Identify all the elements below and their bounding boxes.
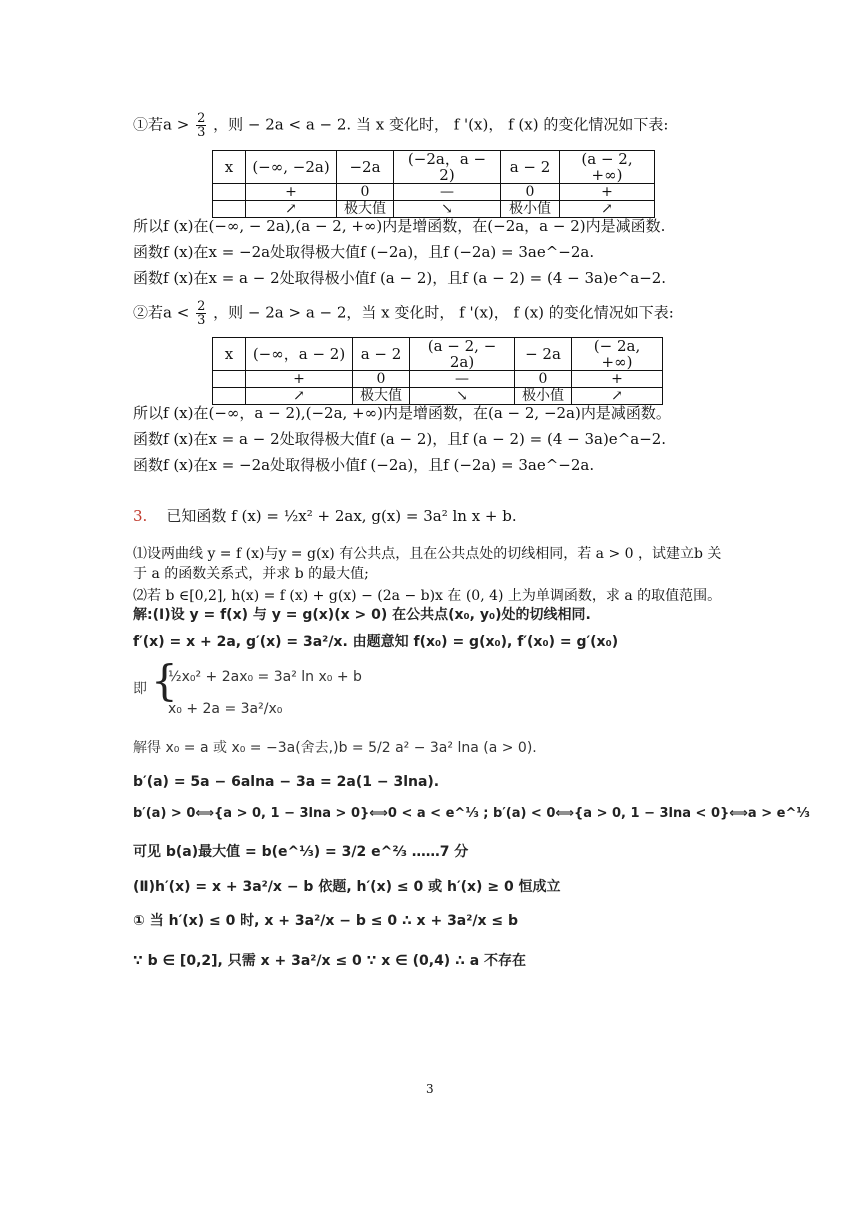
problem3-q1-line1: ⑴设两曲线 y = f (x)与y = g(x) 有公共点，且在公共点处的切线相同，若 a > 0 ，试建立b 关 bbox=[133, 546, 722, 562]
problem3-stem bbox=[133, 506, 517, 526]
table-row: x (−∞, −2a) −2a (−2a，a − 2) a − 2 (a − 2, +∞) bbox=[213, 151, 655, 184]
case2-line3: 函数f (x)在x = −2a处取得极小值f (−2a)，且f (−2a) = 3ae^−2a. bbox=[133, 456, 595, 474]
problem3-q1-line2: 于 a 的函数关系式，并求 b 的最大值; bbox=[133, 566, 369, 582]
solution-step-8: (Ⅱ)h′(x) = x + 3a²/x − b 依题, h′(x) ≤ 0 或 h′(x) ≥ 0 恒成立 bbox=[133, 879, 561, 895]
case1-intro-post: ，则 − 2a < a − 2. 当 x 变化时， f '(x)， f (x) 的变化情况如下表: bbox=[213, 115, 669, 134]
system-brace: { bbox=[151, 656, 178, 705]
problem-number: 3. bbox=[133, 507, 148, 525]
case1-intro-pre: ①若a > bbox=[133, 115, 190, 134]
case1-line3: 函数f (x)在x = a − 2处取得极小值f (a − 2)，且f (a − 2) = (4 − 3a)e^a−2. bbox=[133, 269, 667, 287]
solution-step-1: 解:(Ⅰ)设 y = f(x) 与 y = g(x)(x > 0) 在公共点(x₀, y₀)处的切线相同. bbox=[133, 607, 591, 623]
case2-line1: 所以f (x)在(−∞，a − 2),(−2a, +∞)内是增函数，在(a − 2, −2a)内是减函数。 bbox=[133, 404, 671, 422]
solution-step-9: ① 当 h′(x) ≤ 0 时, x + 3a²/x − b ≤ 0 ∴ x + 3a²/x ≤ b bbox=[133, 913, 519, 929]
case2-intro-pre: ②若a < bbox=[133, 303, 190, 322]
solution-step-7: 可见 b(a)最大值 = b(e^⅓) = 3/2 e^⅔ ……7 分 bbox=[133, 844, 469, 860]
solution-step-2: f′(x) = x + 2a, g′(x) = 3a²/x. 由题意知 f(x₀) = g(x₀), f′(x₀) = g′(x₀) bbox=[133, 634, 619, 650]
solution-step-5: b′(a) = 5a − 6alna − 3a = 2a(1 − 3lna). bbox=[133, 774, 440, 790]
problem-stem-text: 已知函数 f (x) = ½x² + 2ax, g(x) = 3a² ln x + b. bbox=[166, 507, 517, 525]
problem3-q2: ⑵若 b ∈[0,2], h(x) = f (x) + g(x) − (2a − b)x 在 (0, 4) 上为单调函数，求 a 的取值范围。 bbox=[133, 588, 722, 604]
solution-system-eq1: ½x₀² + 2ax₀ = 3a² ln x₀ + b bbox=[168, 669, 362, 685]
case1-line1: 所以f (x)在(−∞, − 2a),(a − 2, +∞)内是增函数，在(−2a，a − 2)内是减函数. bbox=[133, 217, 666, 235]
case2-fraction: $\frac{2}{3}$ bbox=[197, 299, 206, 328]
solution-step-4: 解得 x₀ = a 或 x₀ = −3a(舍去,)b = 5/2 a² − 3a² lna (a > 0). bbox=[133, 740, 537, 756]
table-row: ↗ 极大值 ↘ 极小值 ↗ bbox=[213, 201, 655, 218]
table-row: + 0 — 0 + bbox=[213, 371, 663, 388]
table-row: + 0 — 0 + bbox=[213, 184, 655, 201]
case2-variation-table bbox=[212, 337, 663, 405]
table-row: x (−∞，a − 2) a − 2 (a − 2, − 2a) − 2a (− 2a, +∞) bbox=[213, 338, 663, 371]
page-number: 3 bbox=[426, 1082, 434, 1096]
solution-system-eq2: x₀ + 2a = 3a²/x₀ bbox=[168, 701, 283, 717]
case1-line2: 函数f (x)在x = −2a处取得极大值f (−2a)，且f (−2a) = 3ae^−2a. bbox=[133, 243, 595, 261]
case2-line2: 函数f (x)在x = a − 2处取得极大值f (a − 2)，且f (a − 2) = (4 − 3a)e^a−2. bbox=[133, 430, 667, 448]
solution-system-label: 即 bbox=[133, 681, 147, 697]
solution-step-6: b′(a) > 0⟺{a > 0, 1 − 3lna > 0}⟺0 < a < e^⅓ ; b′(a) < 0⟺{a > 0, 1 − 3lna < 0}⟺a > e^⅓ bbox=[133, 806, 810, 821]
table-row: ↗ 极大值 ↘ 极小值 ↗ bbox=[213, 388, 663, 405]
case2-intro bbox=[133, 300, 674, 327]
case1-fraction: $\frac{2}{3}$ bbox=[197, 111, 206, 140]
case1-intro bbox=[133, 112, 668, 139]
solution-step-10: ∵ b ∈ [0,2], 只需 x + 3a²/x ≤ 0 ∵ x ∈ (0,4) ∴ a 不存在 bbox=[133, 953, 527, 969]
case1-variation-table bbox=[212, 150, 655, 218]
case2-intro-post: ，则 − 2a > a − 2，当 x 变化时， f '(x)， f (x) 的变化情况如下表: bbox=[213, 303, 674, 322]
